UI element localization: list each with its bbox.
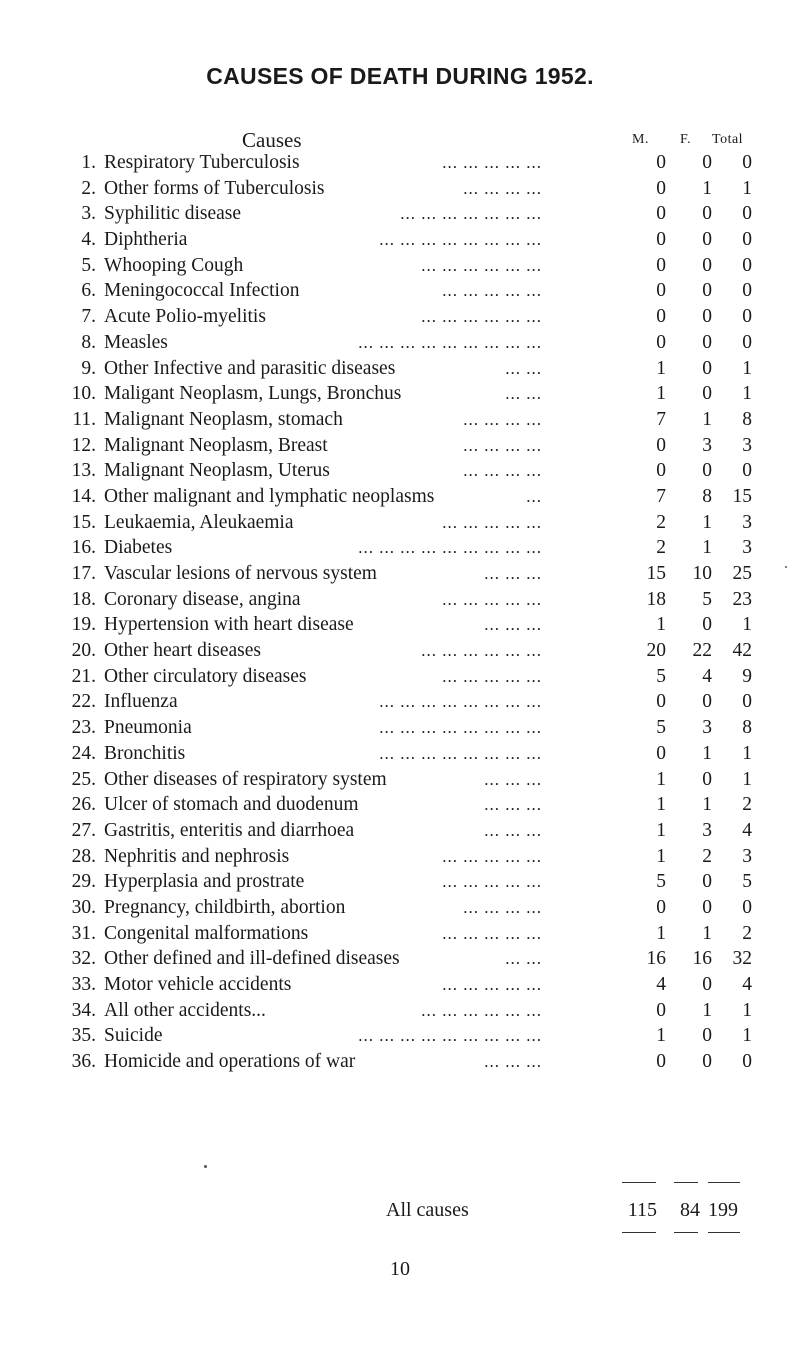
leader-dots: ... ... ... ... ... ... [421,1000,542,1020]
leader-dots: ... ... ... ... ... ... ... ... [379,692,542,712]
total-count: 0 [742,331,752,353]
table-row [0,304,800,330]
totals-rule-bottom [622,1232,656,1233]
table-row [0,612,800,638]
total-count: 2 [742,794,752,816]
print-speck [204,1165,207,1168]
row-number: 13. [71,460,96,482]
male-count: 1 [656,922,666,944]
total-count: 1 [742,177,752,199]
leader-dots: ... ... ... [484,1052,542,1072]
cause-label: Coronary disease, angina [104,588,301,610]
row-number: 29. [71,871,96,893]
female-count: 1 [702,177,712,199]
leader-dots: ... ... ... ... ... ... ... ... [379,230,542,250]
cause-label: Other heart diseases [104,640,262,662]
male-count: 0 [656,1051,666,1073]
totals-label: All causes [386,1199,469,1221]
female-count: 1 [702,794,712,816]
table-row [0,510,800,536]
row-number: 25. [71,768,96,790]
male-count: 5 [656,871,666,893]
row-number: 14. [71,485,96,507]
leader-dots: ... ... ... ... [463,435,542,455]
leader-dots: ... ... ... ... ... ... ... ... ... [358,1026,542,1046]
male-count: 0 [656,254,666,276]
table-row [0,741,800,767]
table-row [0,150,800,176]
female-count: 1 [702,922,712,944]
table-row [0,253,800,279]
cause-label: Influenza [104,691,178,713]
total-count: 1 [742,614,752,636]
leader-dots: ... ... ... ... ... ... ... ... [379,743,542,763]
total-count: 0 [742,229,752,251]
female-count: 0 [702,974,712,995]
female-count: 16 [692,948,712,970]
female-count: 0 [702,357,712,379]
cause-label: Nephritis and nephrosis [104,845,290,867]
cause-label: Homicide and operations of war [104,1051,356,1073]
table-row [0,356,800,382]
cause-label: Maligant Neoplasm, Lungs, Bronchus [104,383,402,405]
cause-label: Hypertension with heart disease [104,614,354,636]
table-row [0,792,800,818]
row-number: 24. [71,742,96,764]
male-count: 0 [656,306,666,328]
table-row [0,715,800,741]
totals-male: 115 [627,1199,657,1221]
cause-label: Bronchitis [104,742,186,764]
cause-label: Other defined and ill-defined diseases [104,948,400,970]
row-number: 17. [71,563,96,584]
cause-label: Congenital malformations [104,922,309,944]
total-count: 1 [742,357,752,379]
leader-dots: ... ... ... ... ... ... ... ... [379,718,542,738]
male-count: 2 [656,511,666,533]
row-number: 31. [71,922,96,944]
total-count: 5 [742,871,752,893]
female-count: 0 [702,203,712,225]
male-count: 4 [656,974,666,995]
female-count: 1 [702,999,712,1021]
row-number: 7. [81,306,96,328]
male-count: 0 [656,280,666,302]
cause-label: Other malignant and lymphatic neoplasms [104,485,435,507]
cause-label: All other accidents... [104,999,266,1021]
leader-dots: ... ... ... ... ... [442,846,542,866]
female-count: 0 [702,152,712,173]
male-count: 1 [656,794,666,816]
leader-dots: ... ... [505,384,542,404]
total-count: 4 [742,974,752,995]
female-count: 0 [702,871,712,893]
cause-label: Suicide [104,1025,163,1047]
male-count: 0 [656,999,666,1021]
table-row [0,458,800,484]
male-count: 1 [656,614,666,636]
row-number: 35. [71,1025,96,1047]
leader-dots: ... ... ... ... ... [442,923,542,943]
male-count: 7 [656,485,666,507]
male-count: 0 [656,152,666,173]
leader-dots: ... ... ... ... ... ... [421,641,542,661]
totals-female: 84 [680,1199,700,1221]
cause-label: Pneumonia [104,717,192,739]
female-count: 4 [702,665,712,687]
total-count: 0 [742,152,752,173]
table-row [0,895,800,921]
leader-dots: ... ... ... ... ... [442,281,542,301]
table-row [0,998,800,1024]
total-count: 42 [732,640,752,662]
total-count: 9 [742,665,752,687]
leader-dots: ... ... ... ... ... [442,872,542,892]
cause-label: Ulcer of stomach and duodenum [104,794,359,816]
table-row [0,972,800,998]
row-number: 16. [71,537,96,559]
total-count: 0 [742,460,752,482]
total-count: 0 [742,1051,752,1073]
male-count: 0 [656,229,666,251]
female-count: 0 [702,229,712,251]
row-number: 30. [71,896,96,918]
cause-label: Vascular lesions of nervous system [104,563,377,584]
female-count: 0 [702,460,712,482]
cause-label: Leukaemia, Aleukaemia [104,511,294,533]
total-count: 1 [742,999,752,1021]
table-row [0,433,800,459]
table-row [0,818,800,844]
leader-dots: ... ... [505,358,542,378]
table-row [0,921,800,947]
total-count: 25 [732,563,752,584]
total-count: 32 [732,948,752,970]
leader-dots: ... ... ... [484,769,542,789]
leader-dots: ... ... [505,949,542,969]
row-number: 15. [71,511,96,533]
total-count: 1 [742,1025,752,1047]
totals-rule-top [622,1182,656,1183]
leader-dots: ... ... ... ... ... [442,153,542,172]
row-number: 10. [71,383,96,405]
female-count: 0 [702,306,712,328]
page-title: CAUSES OF DEATH DURING 1952. [206,63,594,89]
cause-label: Meningococcal Infection [104,280,300,302]
totals-rule-bottom [708,1232,740,1233]
cause-label: Measles [104,331,168,353]
cause-label: Other diseases of respiratory system [104,768,387,790]
total-count: 0 [742,896,752,918]
leader-dots: ... ... ... ... ... [442,975,542,994]
row-number: 8. [81,331,96,353]
cause-label: Hyperplasia and prostrate [104,871,305,893]
cause-label: Diphtheria [104,229,188,251]
leader-dots: ... ... ... ... ... ... [421,255,542,275]
row-number: 33. [71,974,96,995]
totals-rule-top [708,1182,740,1183]
male-count: 0 [656,896,666,918]
male-count: 7 [656,408,666,430]
leader-dots: ... ... ... ... [463,409,542,429]
male-count: 0 [656,434,666,456]
leader-dots: ... [526,486,542,506]
header-total: Total [712,132,744,147]
table-row [0,535,800,561]
female-count: 0 [702,768,712,790]
total-count: 3 [742,511,752,533]
leader-dots: ... ... ... ... [463,461,542,481]
leader-dots: ... ... ... ... ... ... ... ... ... [358,538,542,558]
male-count: 18 [646,588,666,610]
table-row [0,484,800,510]
total-count: 0 [742,280,752,302]
male-count: 20 [646,640,666,662]
row-number: 19. [71,614,96,636]
table-row [0,844,800,870]
row-number: 1. [81,152,96,173]
table-row [0,201,800,227]
total-count: 3 [742,537,752,559]
row-number: 3. [81,203,96,225]
male-count: 5 [656,717,666,739]
male-count: 1 [656,383,666,405]
total-count: 3 [742,845,752,867]
header-causes: Causes [242,128,302,152]
row-number: 28. [71,845,96,867]
male-count: 1 [656,845,666,867]
table-row [0,278,800,304]
row-number: 36. [71,1051,96,1073]
leader-dots: ... ... ... [484,795,542,815]
cause-label: Syphilitic disease [104,203,242,225]
female-count: 1 [702,742,712,764]
female-count: 3 [702,434,712,456]
leader-dots: ... ... ... ... ... [442,666,542,686]
table-row [0,330,800,356]
male-count: 1 [656,819,666,841]
total-count: 0 [742,691,752,713]
row-number: 34. [71,999,96,1021]
cause-label: Malignant Neoplasm, Uterus [104,460,330,482]
table-row [0,587,800,613]
cause-label: Pregnancy, childbirth, abortion [104,896,346,918]
female-count: 0 [702,896,712,918]
row-number: 12. [71,434,96,456]
male-count: 0 [656,460,666,482]
female-count: 1 [702,511,712,533]
male-count: 15 [646,563,666,584]
female-count: 3 [702,819,712,841]
total-count: 8 [742,717,752,739]
total-count: 0 [742,254,752,276]
male-count: 1 [656,768,666,790]
cause-label: Acute Polio-myelitis [104,306,266,328]
cause-label: Other forms of Tuberculosis [104,177,325,199]
female-count: 0 [702,383,712,405]
cause-label: Malignant Neoplasm, Breast [104,434,328,456]
table-row [0,1049,800,1075]
cause-label: Diabetes [104,537,173,559]
row-number: 11. [72,408,96,430]
cause-label: Motor vehicle accidents [104,974,292,995]
leader-dots: ... ... ... ... [463,178,542,198]
female-count: 1 [702,537,712,559]
female-count: 0 [702,280,712,302]
male-count: 0 [656,691,666,713]
print-speck [785,566,787,568]
leader-dots: ... ... ... [484,820,542,840]
table-row [0,227,800,253]
row-number: 2. [81,177,96,199]
table-row [0,664,800,690]
leader-dots: ... ... ... ... ... ... [421,307,542,327]
row-number: 26. [71,794,96,816]
cause-label: Whooping Cough [104,254,244,276]
female-count: 1 [702,408,712,430]
row-number: 20. [71,640,96,662]
row-number: 4. [81,229,96,251]
cause-label: Malignant Neoplasm, stomach [104,408,343,430]
total-count: 4 [742,819,752,841]
page-number: 10 [390,1258,410,1280]
female-count: 0 [702,691,712,713]
header-female: F. [680,132,692,147]
table-row [0,561,800,587]
total-count: 2 [742,922,752,944]
total-count: 0 [742,203,752,225]
leader-dots: ... ... ... [484,615,542,635]
female-count: 5 [702,588,712,610]
row-number: 21. [71,665,96,687]
total-count: 15 [732,485,752,507]
row-number: 22. [71,691,96,713]
leader-dots: ... ... ... [484,564,542,583]
row-number: 9. [81,357,96,379]
cause-label: Gastritis, enteritis and diarrhoea [104,819,355,841]
table-row [0,638,800,664]
male-count: 0 [656,177,666,199]
table-row [0,381,800,407]
total-count: 3 [742,434,752,456]
table-row [0,1023,800,1049]
male-count: 0 [656,331,666,353]
row-number: 27. [71,819,96,841]
cause-label: Respiratory Tuberculosis [104,152,300,173]
totals-rule-top [674,1182,698,1183]
total-count: 8 [742,408,752,430]
male-count: 1 [656,1025,666,1047]
female-count: 0 [702,331,712,353]
male-count: 16 [646,948,666,970]
male-count: 1 [656,357,666,379]
female-count: 3 [702,717,712,739]
totals-total: 199 [708,1199,738,1221]
row-number: 32. [71,948,96,970]
total-count: 0 [742,306,752,328]
row-number: 23. [71,717,96,739]
row-number: 5. [81,254,96,276]
male-count: 2 [656,537,666,559]
header-male: M. [632,132,649,147]
total-count: 1 [742,768,752,790]
female-count: 0 [702,1025,712,1047]
total-count: 1 [742,383,752,405]
table-row [0,946,800,972]
leader-dots: ... ... ... ... [463,897,542,917]
table-row [0,407,800,433]
leader-dots: ... ... ... ... ... ... ... ... ... [358,332,542,352]
total-count: 23 [732,588,752,610]
male-count: 5 [656,665,666,687]
leader-dots: ... ... ... ... ... ... ... [400,204,542,224]
table-row [0,689,800,715]
female-count: 8 [702,485,712,507]
cause-label: Other circulatory diseases [104,665,307,687]
female-count: 2 [702,845,712,867]
row-number: 18. [71,588,96,610]
male-count: 0 [656,742,666,764]
table-row [0,176,800,202]
cause-label: Other Infective and parasitic diseases [104,357,396,379]
female-count: 10 [692,563,712,584]
row-number: 6. [81,280,96,302]
totals-rule-bottom [674,1232,698,1233]
female-count: 0 [702,614,712,636]
female-count: 0 [702,254,712,276]
table-row [0,767,800,793]
female-count: 0 [702,1051,712,1073]
table-row [0,869,800,895]
leader-dots: ... ... ... ... ... [442,512,542,532]
total-count: 1 [742,742,752,764]
leader-dots: ... ... ... ... ... [442,589,542,609]
male-count: 0 [656,203,666,225]
female-count: 22 [692,640,712,662]
causes-table [0,150,800,1075]
